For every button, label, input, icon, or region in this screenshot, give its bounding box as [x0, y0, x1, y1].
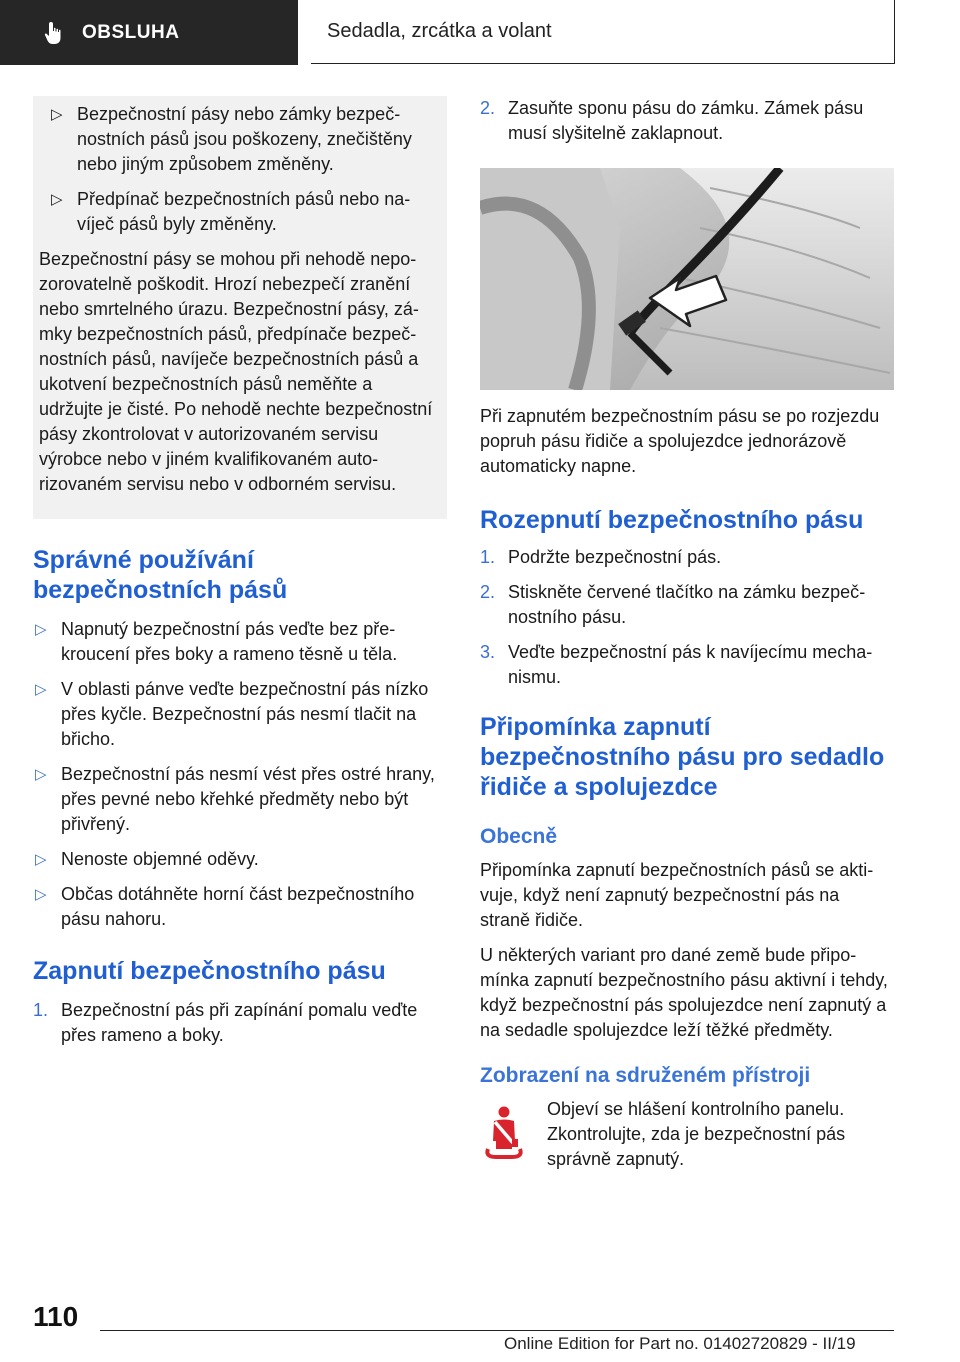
step-text: Bezpečnostní pás při zapínání pomalu veďte přes rameno a boky. [61, 1000, 418, 1045]
heading-fasten: Zapnutí bezpečnostního pásu [33, 957, 386, 985]
list-item [39, 187, 441, 237]
section-header [311, 0, 895, 64]
warning-item-text: Předpínač bezpečnostních pásů nebo navíječ pásů byly změněny. [77, 189, 411, 234]
list-item [33, 847, 447, 872]
triangle-right-icon: ▷ [35, 681, 47, 698]
display-info [480, 1097, 894, 1172]
list-item-text: V oblasti pánve veďte bezpečnostní pás nízko přes kyčle. Bezpečnostní pás nesmí tlačit na břicho. [61, 679, 429, 749]
list-item [33, 677, 447, 752]
seatbelt-warning-icon [482, 1105, 526, 1159]
step-number: 1. [480, 547, 496, 567]
step-text: Veďte bezpečnostní pás k navíjecímu mechanismu. [508, 642, 873, 687]
proper-use-list [33, 617, 447, 932]
warning-text: Bezpečnostní pásy se mohou při nehodě nepozorovatelně poškodit. Hrozí nebezpečí zranění nebo smrtelného úrazu. Bezpečnostní pásy, zámky bezpečnostních pásů, předpínače bezpečnostních pásů, navíječe bezpečnostních pásů a ukotvení bezpečnostních pásů neměňte a udržujte je čisté. Po nehodě nechte bezpečnostní pásy zkontrolovat v autorizovaném servisu výrobce nebo v jiném kvalifikovaném autorizovaném servisu nebo v odborném servisu. [39, 249, 433, 494]
triangle-right-icon: ▷ [35, 766, 47, 783]
section-title: Sedadla, zrcátka a volant [327, 20, 552, 42]
display-text: Objeví se hlášení kontrolního panelu. Zkontrolujte, zda je bezpečnostní pás správně zapnutý. [547, 1099, 846, 1169]
warning-list [39, 102, 441, 237]
warning-item-text: Bezpečnostní pásy nebo zámky bezpečnostních pásů jsou poškozeny, znečištěny nebo jiným způsobem změněny. [77, 104, 412, 174]
triangle-right-icon: ▷ [35, 886, 47, 903]
step-text: Podržte bezpečnostní pás. [508, 547, 722, 567]
footer-edition: Online Edition for Part no. 01402720829 - II/19 [504, 1334, 856, 1353]
general-paragraph-1: Připomínka zapnutí bezpečnostních pásů se aktivuje, když není zapnutý bezpečnostní pás na straně řidiče. [480, 860, 874, 930]
fasten-steps [33, 998, 447, 1048]
step-item [480, 640, 894, 690]
step-number: 1. [33, 1000, 49, 1020]
heading-reminder: Připomínka zapnutí bezpečnostního pásu pro sedadlo řidiče a spolujezdce [480, 713, 885, 801]
step-text: Zasuňte sponu pásu do zámku. Zámek pásu musí slyšitelně zaklapnout. [508, 98, 864, 143]
hand-pointer-icon [40, 19, 68, 47]
heading-unfasten: Rozepnutí bezpečnostního pásu [480, 506, 864, 534]
step-number: 3. [480, 642, 496, 662]
list-item [33, 762, 447, 837]
triangle-right-icon: ▷ [51, 106, 63, 123]
list-item-text: Nenoste objemné oděvy. [61, 849, 259, 869]
list-item [33, 617, 447, 667]
triangle-right-icon: ▷ [35, 621, 47, 638]
unfasten-steps [480, 545, 894, 690]
step-item [33, 998, 447, 1048]
step-text: Stiskněte červené tlačítko na zámku bezpečnostního pásu. [508, 582, 866, 627]
right-column [480, 96, 894, 1172]
page-number: 110 [33, 1301, 79, 1332]
step-item [480, 545, 894, 570]
heading-proper-use: Správné používání bezpečnostních pásů [33, 546, 288, 604]
list-item-text: Občas dotáhněte horní část bezpečnostního pásu nahoru. [61, 884, 415, 929]
step-number: 2. [480, 98, 496, 118]
list-item [39, 102, 441, 177]
step-item [480, 580, 894, 630]
after-photo-text: Při zapnutém bezpečnostním pásu se po rozjezdu popruh pásu řidiče a spolujezdce jednorázově automaticky napne. [480, 406, 880, 476]
subheading-general: Obecně [480, 825, 558, 848]
header-tab-label: OBSLUHA [82, 21, 180, 43]
list-item-text: Napnutý bezpečnostní pás veďte bez překroucení přes boky a rameno těsně u těla. [61, 619, 398, 664]
triangle-right-icon: ▷ [35, 851, 47, 868]
general-paragraph-2: U některých variant pro dané země bude připomínka zapnutí bezpečnostního pásu aktivní i tehdy, když bezpečnostní pás spolujezdce není zapnutý a na sedadle spolujezdce leží těžké předměty. [480, 945, 888, 1040]
step-number: 2. [480, 582, 496, 602]
subheading-display: Zobrazení na sdruženém přístroji [480, 1064, 811, 1087]
seatbelt-photo [480, 168, 894, 390]
header-tab [0, 0, 298, 65]
list-item [33, 882, 447, 932]
list-item-text: Bezpečnostní pás nesmí vést přes ostré hrany, přes pevné nebo křehké předměty nebo být přivřený. [61, 764, 435, 834]
footer-divider [100, 1330, 894, 1331]
left-column [33, 96, 447, 1058]
warning-box [33, 96, 447, 519]
step-item [480, 96, 894, 146]
fasten-steps-continued [480, 96, 894, 146]
triangle-right-icon: ▷ [51, 191, 63, 208]
